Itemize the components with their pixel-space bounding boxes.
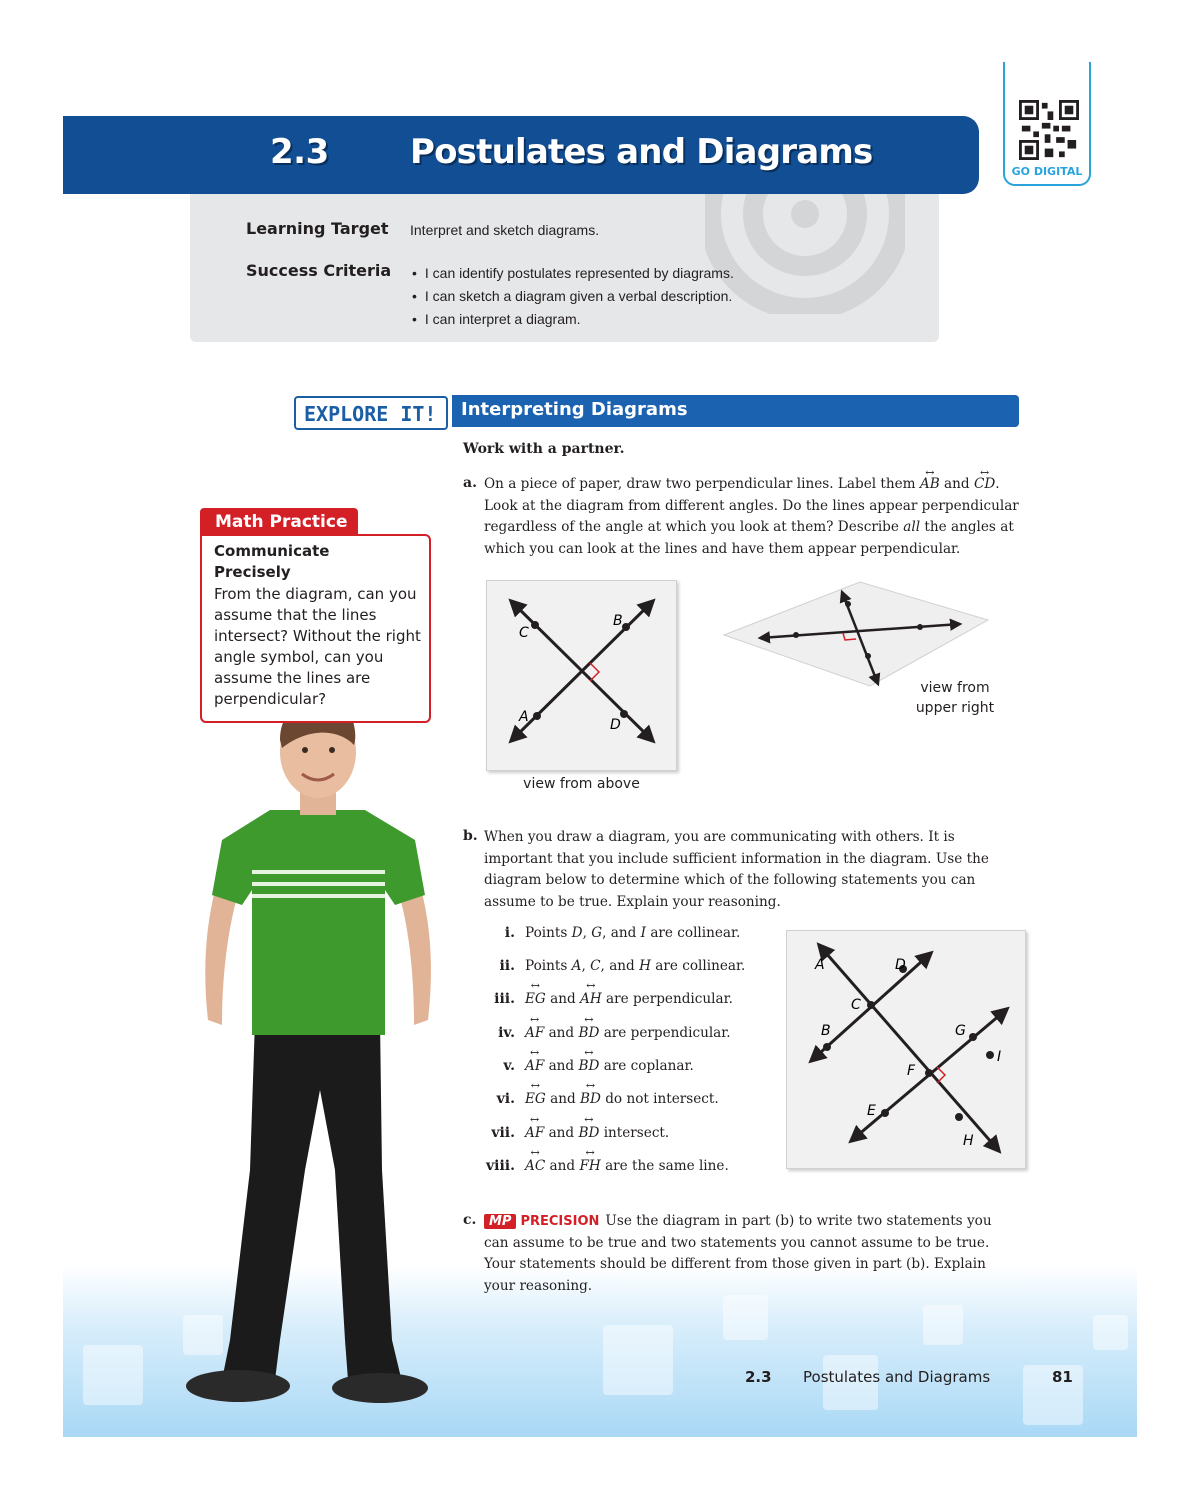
label-a: A	[519, 709, 529, 725]
line-name: ↔ FH	[579, 1158, 600, 1174]
success-criteria-list	[410, 262, 734, 331]
svg-text:G: G	[955, 1023, 966, 1039]
statement-text: ↔ AC and ↔ FH are the same line.	[525, 1158, 729, 1174]
mp-badge: MP	[484, 1214, 516, 1229]
line-ab: ↔ AB	[920, 474, 940, 496]
point-b	[622, 623, 630, 631]
lesson-number: 2.3	[270, 132, 329, 172]
page-number: 81	[1052, 1368, 1073, 1386]
statement-post: are the same line.	[605, 1158, 729, 1174]
figure-view-from-above	[486, 580, 677, 771]
explore-title-bar	[452, 395, 1019, 427]
statement-text: ↔ EG and ↔ AH are perpendicular.	[525, 991, 733, 1007]
explore-it-badge	[294, 396, 448, 430]
line-name: ↔ AF	[525, 1058, 544, 1074]
statement-number: ii.	[499, 958, 515, 974]
line-name: ↔ BD	[578, 1025, 599, 1041]
criteria-item: • I can identify postulates represented by diagrams.	[410, 262, 734, 285]
part-b-letter: b.	[463, 828, 478, 844]
go-digital-label: GO DIGITAL	[1011, 165, 1083, 178]
statement-post: do not intersect.	[605, 1091, 719, 1107]
statement-number: iv.	[498, 1025, 515, 1041]
statement-pre: Points	[525, 958, 568, 974]
statement-number: iii.	[494, 991, 515, 1007]
plane-shape	[724, 582, 988, 686]
point-d	[620, 710, 628, 718]
statement-post: are perpendicular.	[606, 991, 733, 1007]
statement-text: ↔ AF and ↔ BD are perpendicular.	[525, 1025, 731, 1041]
line-name: ↔ BD	[578, 1125, 599, 1141]
target-rings-icon	[705, 194, 905, 314]
svg-text:B: B	[821, 1023, 831, 1039]
part-a-text-2: Look at the diagram from different angles. Do the lines appear perpendicular regardless of the angle at which you look at them? Describe	[484, 497, 1019, 535]
statement-text: ↔ AF and ↔ BD intersect.	[525, 1125, 669, 1141]
label-b: B	[613, 613, 623, 629]
part-c-text	[484, 1211, 1009, 1297]
caption-view-from-upper-right	[895, 678, 1015, 718]
student-photo	[170, 690, 470, 1410]
svg-text:D: D	[895, 957, 906, 973]
part-b-text: When you draw a diagram, you are communicating with others. It is important that you include sufficient information in the diagram. Use the diagram below to determine which of the following statements you can assume to be true. Explain your reasoning.	[484, 829, 989, 910]
part-a-letter: a.	[463, 475, 477, 491]
learning-target-text: Interpret and sketch diagrams.	[410, 222, 600, 238]
line-name: ↔ AH	[580, 991, 602, 1007]
figure-view-from-upper-right	[720, 580, 992, 690]
learning-target-label: Learning Target	[246, 219, 389, 238]
point-name: A	[571, 958, 582, 974]
part-a-text: On a piece of paper, draw two perpendicular lines. Label them ↔ AB and ↔ CD. Look at the diagram from different angles. Do the lines appear perpendicular regardless of the angle at which you look at them? Describe all the angles at which you can look at the lines and have them appear perpendicular.	[484, 474, 1029, 560]
statement-post: are collinear.	[655, 958, 746, 974]
svg-text:I: I	[997, 1049, 1002, 1065]
statement-post: are perpendicular.	[603, 1025, 731, 1041]
all-word: all	[903, 519, 921, 535]
line-ah-drawn	[819, 945, 1002, 1151]
perpendicular-lines-diagram	[487, 581, 678, 772]
caption-upper-right-line-1: view from	[920, 680, 990, 696]
go-digital-badge[interactable]	[1003, 62, 1091, 186]
line-name: ↔ BD	[580, 1091, 601, 1107]
label-d: D	[610, 717, 621, 733]
footer-lesson-title: Postulates and Diagrams	[803, 1368, 991, 1386]
criteria-item: • I can sketch a diagram given a verbal description.	[410, 285, 734, 308]
point-name: H	[639, 958, 651, 974]
criteria-item: • I can interpret a diagram.	[410, 308, 734, 331]
label-c: C	[519, 625, 529, 641]
statement-post: are coplanar.	[603, 1058, 694, 1074]
svg-text:H: H	[963, 1133, 974, 1149]
point-c	[531, 621, 539, 629]
point-name: I	[640, 925, 646, 941]
lesson-title: Postulates and Diagrams	[410, 132, 873, 172]
part-c-letter: c.	[463, 1212, 477, 1228]
line-name: ↔ EG	[525, 991, 546, 1007]
svg-text:A: A	[815, 957, 825, 973]
precision-label: PRECISION	[520, 1214, 600, 1229]
statement-post: are collinear.	[650, 925, 741, 941]
part-a-text-3: the angles at which you can look at the lines and have them appear perpendicular.	[484, 519, 1014, 557]
part-c-body: Use the diagram in part (b) to write two statements you can assume to be true and two statements you cannot assume to be true. Your statements should be different from those given in part (b). Explain your reasoning.	[484, 1213, 992, 1294]
math-practice-heading	[214, 541, 414, 583]
statement-number: vii.	[491, 1125, 515, 1141]
footer-lesson-number: 2.3	[745, 1368, 772, 1386]
line-name: ↔ AC	[525, 1158, 545, 1174]
work-with-partner: Work with a partner.	[463, 441, 625, 457]
success-criteria-label: Success Criteria	[246, 261, 392, 280]
explore-it-text: EXPLORE IT!	[304, 402, 437, 426]
statement-text: Points D, G, and I are collinear.	[525, 925, 741, 941]
statement-number: viii.	[486, 1158, 515, 1174]
svg-text:F: F	[907, 1063, 916, 1079]
statement-text: Points A, C, and H are collinear.	[525, 958, 746, 974]
statement-text: ↔ AF and ↔ BD are coplanar.	[525, 1058, 694, 1074]
statement-number: i.	[504, 925, 515, 941]
point-name: D	[571, 925, 583, 941]
line-name: ↔ EG	[525, 1091, 546, 1107]
line-cd: ↔ CD	[974, 474, 995, 496]
statement-number: vi.	[496, 1091, 515, 1107]
svg-text:E: E	[867, 1103, 876, 1119]
math-practice-body: From the diagram, can you assume that the lines intersect? Without the right angle symbol, can you assume the lines are perpendicular?	[214, 585, 421, 708]
part-a-text-1: On a piece of paper, draw two perpendicular lines. Label them	[484, 476, 916, 492]
mp-heading-line-1: Communicate	[214, 542, 330, 560]
statement-pre: Points	[525, 925, 568, 941]
point-name: G	[591, 925, 603, 941]
caption-upper-right-line-2: upper right	[915, 700, 995, 716]
math-practice-tab	[200, 508, 358, 535]
line-name: ↔ AF	[525, 1025, 544, 1041]
statement-number: v.	[503, 1058, 515, 1074]
figure-part-b	[786, 930, 1026, 1169]
point-a	[533, 712, 541, 720]
qr-code-icon	[1019, 100, 1079, 160]
point-name: C	[590, 958, 601, 974]
line-name: ↔ BD	[578, 1058, 599, 1074]
points-lines-diagram	[787, 931, 1027, 1170]
svg-text:C: C	[851, 997, 861, 1013]
and-word: and	[944, 476, 970, 492]
explore-title: Interpreting Diagrams	[461, 399, 688, 420]
statement-post: intersect.	[603, 1125, 670, 1141]
math-practice-title: Math Practice	[215, 512, 348, 532]
statement-text: ↔ EG and ↔ BD do not intersect.	[525, 1091, 719, 1107]
line-name: ↔ AF	[525, 1125, 544, 1141]
caption-view-from-above: view from above	[523, 776, 640, 792]
mp-heading-line-2: Precisely	[214, 563, 291, 581]
